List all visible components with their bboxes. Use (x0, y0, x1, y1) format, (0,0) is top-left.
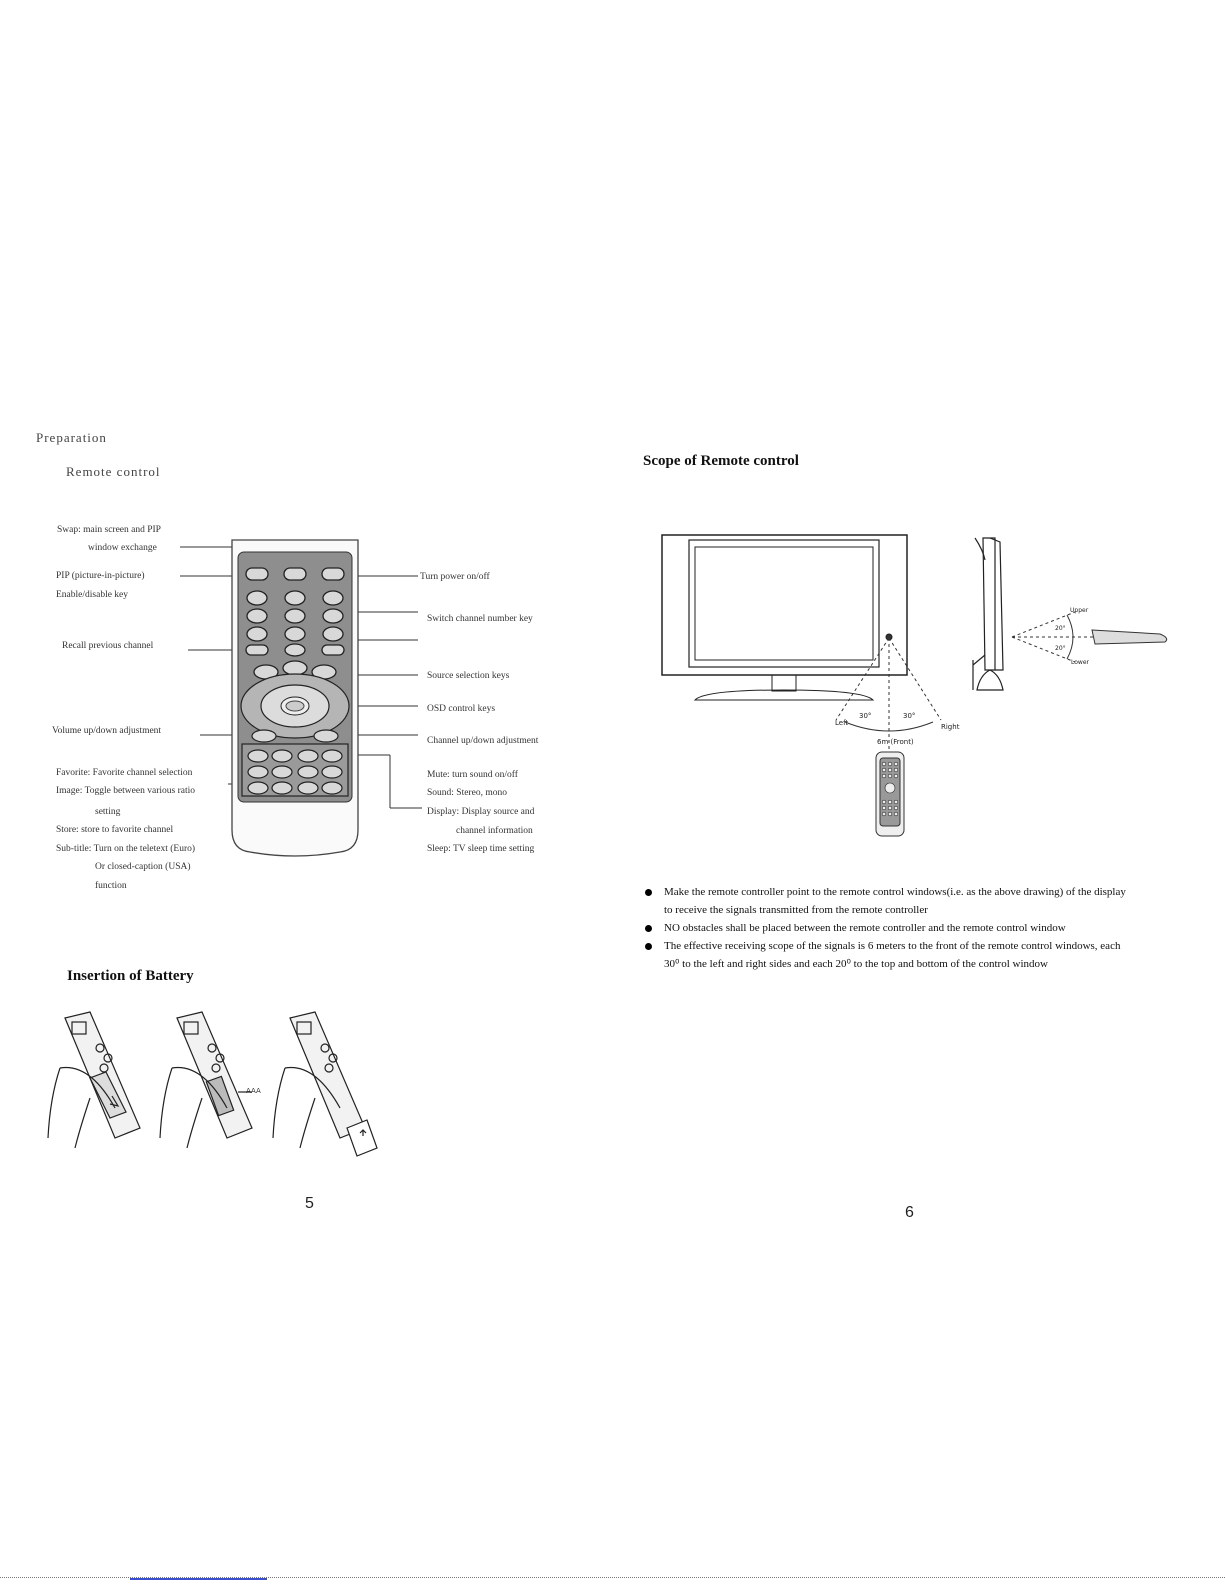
osd-label: OSD control keys (427, 704, 496, 714)
scope-diagram (655, 530, 1215, 850)
sound-label: Sound: Stereo, mono (427, 788, 507, 798)
channel-updown-label: Channel up/down adjustment (427, 736, 539, 746)
subtitle-label: Sub-title: Turn on the teletext (Euro) (56, 844, 196, 854)
pip-label-cont: Enable/disable key (56, 590, 129, 600)
label-left: Left (835, 719, 849, 727)
bullet-item-cont: to receive the signals transmitted from the remote controller (664, 904, 928, 916)
image-label: Image: Toggle between various ratio (56, 786, 195, 796)
battery-step-1 (48, 1012, 140, 1148)
page-number-right: 6 (905, 1204, 914, 1221)
remote-small (876, 752, 904, 836)
remote-control-illustration (160, 530, 430, 870)
swap-label-cont: window exchange (88, 543, 157, 553)
source-label: Source selection keys (427, 671, 510, 681)
channel-number-label: Switch channel number key (427, 614, 533, 624)
remote-side-view (1092, 630, 1167, 644)
scope-bullet-list (642, 884, 1202, 974)
subsection-title: Remote control (66, 464, 161, 479)
scope-title: Scope of Remote control (643, 453, 799, 469)
bullet-item: The effective receiving scope of the signals is 6 meters to the front of the remote control windows, each (642, 938, 1202, 955)
image-label-cont: setting (95, 807, 121, 817)
mute-label: Mute: turn sound on/off (427, 770, 518, 780)
favorite-label: Favorite: Favorite channel selection (56, 768, 193, 778)
label-lower: Lower (1071, 659, 1089, 666)
label-angle-left: 30° (859, 712, 872, 720)
display-label: Display: Display source and (427, 807, 535, 817)
display-label-cont: channel information (456, 826, 533, 836)
sleep-label: Sleep: TV sleep time setting (427, 844, 535, 854)
label-right: Right (941, 723, 960, 731)
section-title: Preparation (36, 430, 107, 445)
volume-label: Volume up/down adjustment (52, 726, 162, 736)
label-front: 6m (Front) (877, 738, 914, 746)
subtitle-label-cont2: function (95, 881, 127, 891)
swap-label: Swap: main screen and PIP (57, 525, 161, 535)
label-angle-right: 30° (903, 712, 916, 720)
battery-type-label: AAA (246, 1087, 261, 1095)
tv-side-view (973, 538, 1003, 690)
label-angle-top: 20° (1055, 625, 1066, 632)
battery-title: Insertion of Battery (67, 968, 194, 984)
label-upper: Upper (1070, 607, 1089, 614)
bottom-scroll-indicator (130, 1578, 267, 1580)
bullet-item-cont: 30⁰ to the left and right sides and each 20⁰ to the top and bottom of the control window (664, 958, 1048, 970)
battery-step-3 (273, 1012, 377, 1156)
pip-label: PIP (picture-in-picture) (56, 571, 145, 581)
battery-insertion-illustration (30, 1008, 430, 1158)
bullet-item: Make the remote controller point to the remote control windows(i.e. as the above drawing) of the display (642, 884, 1202, 901)
tv-front-view (662, 535, 907, 700)
bullet-item: NO obstacles shall be placed between the remote controller and the remote control window (642, 920, 1202, 937)
subtitle-label-cont: Or closed-caption (USA) (95, 862, 191, 872)
beam-lines-vertical (1012, 612, 1095, 662)
store-label: Store: store to favorite channel (56, 825, 174, 835)
recall-label: Recall previous channel (62, 641, 154, 651)
label-angle-bottom: 20° (1055, 645, 1066, 652)
page-number-left: 5 (305, 1195, 314, 1212)
battery-step-2 (160, 1012, 252, 1148)
power-label: Turn power on/off (420, 572, 490, 582)
